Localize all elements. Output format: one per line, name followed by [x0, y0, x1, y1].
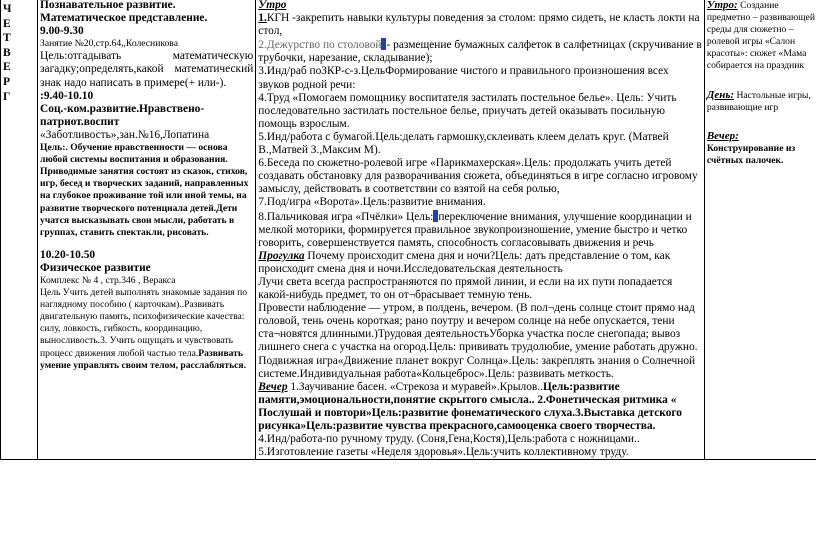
lesson-title: Математическое представление. — [40, 12, 208, 25]
lesson-time: :9.40-10.10 — [40, 89, 94, 102]
item-text: КГН -закрепить навыки культуры поведения за столом: прямо сидеть, не класть локти на стол, — [258, 12, 700, 38]
walk-label: Прогулка — [258, 249, 305, 262]
activity-item: 5.Инд/работа с бумагой.Цель:делать гармошку,склеивать клеем делать круг. (Матвей В.,Матвей З.,Максим М). — [258, 130, 669, 157]
day-letter: Ч — [3, 3, 12, 15]
item-text: - размещение бумажных салфеток в салфетницах (скручивание в трубочки, нарезание, складывание); — [258, 39, 702, 65]
lesson-ref: Комплекс № 4 , стр.346 , Веракса — [40, 274, 176, 286]
activity-item — [258, 210, 702, 250]
morning-label: Утро — [258, 0, 287, 11]
lesson-goal: Цель:отгадывать математическую загадку;определять,какой математический знак надо написать в примере(+ или-). — [40, 50, 254, 89]
evening-text-bold: Цель:развитие памяти,эмоциональности,понятие скрытого смысла.. — [258, 380, 620, 406]
lesson-ref: Занятие №20,стр.64,,Колесникова — [40, 38, 178, 50]
lesson-title: Познавательное развитие. — [40, 0, 176, 11]
table-row — [1, 0, 816, 460]
activity-item — [258, 12, 702, 38]
lesson-goal — [40, 287, 253, 372]
activity-item: 3.Инд/раб поЗКР-с-з.ЦельФормирование чистого и правильного произношения всех звуков родной речи: — [258, 65, 669, 91]
item-text: переключение внимания, улучшение координации и мелкой моторики, формируется правильное звукопроизношение, умение быстро и четко говорить, совершенствуется память, способность согласовывать движения и речь — [258, 210, 692, 249]
day-letter: В — [3, 46, 11, 59]
evening-text-bold: 2.Фонетическая ритмика « Послушай и повтори»Цель:развитие фонематического слуха.3.Выставка детского рисунка»Цель:развитие чувства прекрасного,самооценка своего творчества. — [258, 393, 682, 432]
right-morning-text: Создание предметно – развивающей среды для сюжетно – ролевой игры «Салон красоты»: сюжет «Мама собирается на праздник — [706, 0, 815, 72]
right-day-label: День: — [706, 88, 735, 101]
activities-column — [256, 0, 705, 460]
item-number: 1. — [258, 12, 267, 25]
day-letter: Е — [3, 17, 11, 30]
day-column — [1, 0, 38, 460]
goal-text-bold: Развивать умение управлять своим телом, расслабляться. — [40, 347, 246, 371]
morning-environment — [707, 0, 816, 73]
environment-column — [704, 0, 816, 460]
lessons-column — [38, 0, 256, 460]
evening-text: 5.Изготовление газеты «Неделя здоровья».Цель:учить коллективному труду. — [258, 446, 629, 459]
evening-text: 4.Инд/работа-по ручному труду. (Соня,Гена,Костя),Цель:работа с ножницами.. — [258, 433, 640, 446]
walk-text: Провести наблюдение — утром, в полдень, вечером. (В пол¬день солнце стоит прямо над головой, тень очень короткая; рано поутру и вечером солнце на небе опускается, тени ста¬новятся длинными.)Трудовая деятельностьУборка участка после снегопада; вывоз лишнего снега с участка на огород.Цель: прививать трудолюбие, умение работать дружно. Подвижная игра«Движение планет вокруг Солнца».Цель: закреплять знания о Солнечной системе.Индивидуальная работа«Кольцеброс».Цель: развивать меткость. — [258, 302, 698, 380]
lesson-title: Соц.-ком.развитие.Нравствено-патриот.воспит — [40, 102, 205, 128]
item-text: 8.Пальчиковая игра «Пчёлки» Цель: — [258, 210, 434, 223]
day-letter: Р — [3, 75, 11, 88]
right-evening-text: Конструирование из счётных палочек. — [706, 142, 796, 166]
lesson-time: 10.20-10.50 — [40, 248, 96, 261]
evening-section — [258, 381, 702, 433]
item-text: 2.Дежурство по столовой — [258, 39, 382, 52]
day-letter: Т — [3, 32, 11, 45]
day-letters — [3, 0, 35, 104]
evening-text: 1.Заучивание басен. «Стрекоза и муравей».Крылов.. — [287, 380, 543, 393]
day-letter: Г — [3, 90, 11, 103]
right-day-text: Настольные игры, развивающие игр — [706, 89, 811, 113]
lesson-title: Физическое развитие — [40, 261, 151, 274]
day-environment — [707, 89, 816, 114]
lesson-ref: «Заботливость»,зан.№16,Лопатина — [40, 128, 210, 141]
lesson-time: 9.00-9.30 — [40, 25, 84, 38]
right-evening-label: Вечер: — [706, 129, 739, 142]
activity-item: 6.Беседа по сюжетно-ролевой игре «Парикмахерская».Цель: продолжать учить детей создавать обстановку для разворачивания сюжета, объединяться в игре согласно игровому замыслу, действовать в соответствии со взятой на себя ролью, — [258, 157, 698, 196]
evening-environment — [707, 130, 816, 167]
evening-label: Вечер — [258, 380, 288, 393]
day-letter: Е — [3, 61, 11, 74]
goal-text: Цель Учить детей выполнять знакомые задания по наглядному пособию ( карточкам)..Развивать двигательную память, психофизические качества: силу, ловкость, гибкость, координацию, выносливость.3. Учить ощущать и чувствовать процесс движения любой частью тела. — [40, 287, 248, 359]
walk-section — [258, 250, 702, 276]
activity-item: 7.Под/игра «Ворота».Цель:развитие внимания. — [258, 196, 486, 209]
walk-text: Лучи света всегда распространяются по прямой линии, и если на их пути попадается какой-нибудь предмет, то он от¬брасывает темную тень. — [258, 275, 673, 302]
activity-item: 4.Труд «Помогаем помощнику воспитателя застилать постельное белье». Цель: Учить последовательно застилать постельное белье, приучать детей оказывать посильную помощь взрослым. — [258, 91, 677, 130]
walk-text: Почему происходит смена дня и ночи?Цель: дать представление о том, как происходит смена дня и ночи.Исследовательская деятельность — [258, 249, 671, 275]
right-morning-label: Утро: — [706, 0, 738, 11]
lesson-goal: Цель:. Обучение нравственности — основа любой системы воспитания и образования. Приводимые занятия состоят из сказок, стихов, игр, бесед и творческих заданий, направленных на глубокое проживание той или иной темы, на развитие творческого потенциала детей.Дети учатся высказывать свои мысли, работать в группах, ставить спектакли, рисовать. — [40, 142, 249, 238]
activity-item — [258, 38, 702, 65]
